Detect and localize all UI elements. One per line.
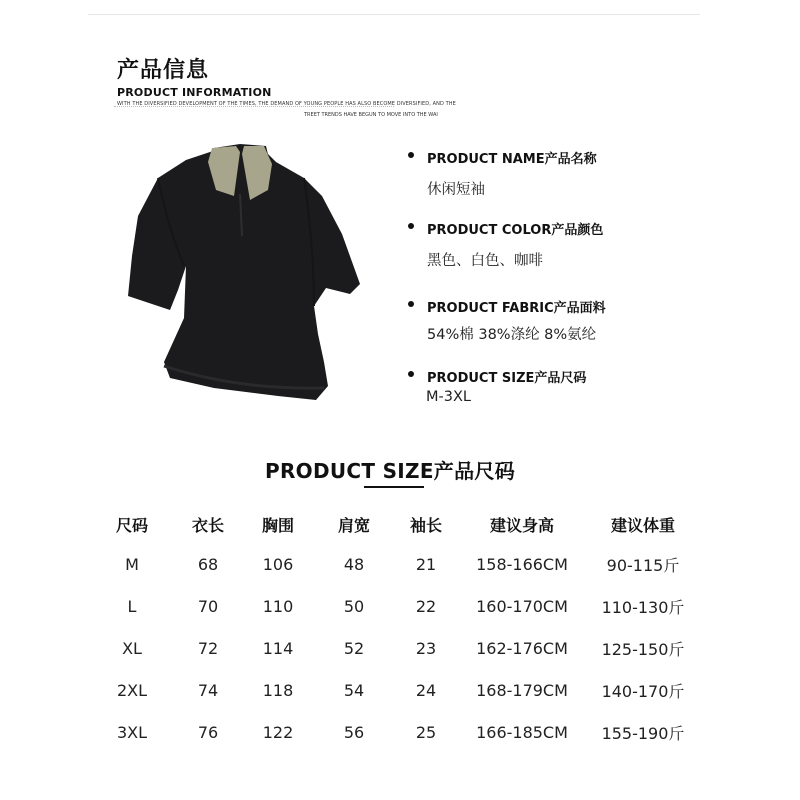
col-height: 建议身高	[489, 515, 554, 535]
header-title-en: PRODUCT INFORMATION	[117, 86, 272, 99]
cell-chest: 122	[262, 722, 294, 742]
cell-weight: 155-190斤	[601, 723, 685, 743]
cell-sleeve: 24	[415, 680, 437, 700]
bullet-icon	[408, 371, 414, 377]
section-header	[117, 58, 272, 99]
bullet-icon	[408, 301, 414, 307]
cell-sleeve: 22	[415, 596, 437, 616]
header-title-cn: 产品信息	[117, 58, 210, 83]
cell-height: 168-179CM	[476, 680, 568, 700]
cell-weight: 140-170斤	[601, 681, 685, 701]
cell-length: 68	[197, 554, 219, 574]
col-shoulder: 肩宽	[337, 515, 370, 535]
table-row	[100, 627, 690, 669]
size-table	[100, 505, 690, 753]
cell-sleeve: 25	[415, 722, 437, 742]
cell-chest: 110	[262, 596, 294, 616]
table-row	[100, 543, 690, 585]
cell-height: 166-185CM	[476, 722, 568, 742]
cell-weight: 125-150斤	[601, 639, 685, 659]
cell-sleeve: 23	[415, 638, 437, 658]
spec-value: M-3XL	[426, 389, 471, 405]
cell-size: 3XL	[116, 722, 148, 742]
size-title-underline	[364, 486, 424, 488]
col-weight: 建议体重	[610, 515, 675, 535]
spec-label: PRODUCT FABRIC产品面料	[427, 301, 606, 316]
cell-size: L	[127, 596, 137, 616]
spec-label: PRODUCT SIZE产品尺码	[427, 371, 587, 386]
table-row	[100, 585, 690, 627]
top-divider	[88, 14, 700, 15]
cell-sleeve: 21	[415, 554, 437, 574]
cell-length: 74	[197, 680, 219, 700]
size-section-title: PRODUCT SIZE产品尺码	[265, 459, 515, 483]
table-row	[100, 711, 690, 753]
bullet-icon	[408, 152, 414, 158]
col-length: 衣长	[191, 515, 224, 535]
header-fine-print-2: TREET TRENDS HAVE BEGUN TO MOVE INTO THE WAI	[304, 112, 438, 118]
cell-length: 72	[197, 638, 219, 658]
polo-shirt-icon	[128, 138, 368, 410]
cell-length: 76	[197, 722, 219, 742]
header-fine-print-1: WITH THE DIVERSIFIED DEVELOPMENT OF THE TIMES, THE DEMAND OF YOUNG PEOPLE HAS ALSO BECOME DIVERSIFIED, AND THE	[117, 101, 456, 107]
spec-value: 54%棉 38%涤纶 8%氨纶	[427, 327, 597, 343]
spec-label: PRODUCT COLOR产品颜色	[427, 223, 604, 238]
bullet-icon	[408, 223, 414, 229]
col-size: 尺码	[115, 515, 148, 535]
col-sleeve: 袖长	[409, 515, 442, 535]
cell-size: 2XL	[116, 680, 148, 700]
cell-chest: 118	[262, 680, 294, 700]
cell-shoulder: 50	[343, 596, 365, 616]
cell-chest: 114	[262, 638, 294, 658]
header-dotted-rule	[114, 106, 394, 108]
spec-value: 黑色、白色、咖啡	[427, 253, 543, 269]
cell-shoulder: 56	[343, 722, 365, 742]
cell-size: XL	[122, 638, 142, 658]
size-table-header	[100, 505, 690, 543]
col-chest: 胸围	[261, 515, 294, 535]
spec-value: 休闲短袖	[427, 182, 485, 198]
cell-height: 158-166CM	[476, 554, 568, 574]
cell-shoulder: 48	[343, 554, 365, 574]
cell-height: 160-170CM	[476, 596, 568, 616]
cell-length: 70	[197, 596, 219, 616]
cell-chest: 106	[262, 554, 294, 574]
cell-size: M	[125, 554, 139, 574]
cell-weight: 90-115斤	[606, 555, 680, 575]
cell-weight: 110-130斤	[601, 597, 685, 617]
cell-shoulder: 54	[343, 680, 365, 700]
cell-shoulder: 52	[343, 638, 365, 658]
cell-height: 162-176CM	[476, 638, 568, 658]
table-row	[100, 669, 690, 711]
spec-label: PRODUCT NAME产品名称	[427, 152, 597, 167]
